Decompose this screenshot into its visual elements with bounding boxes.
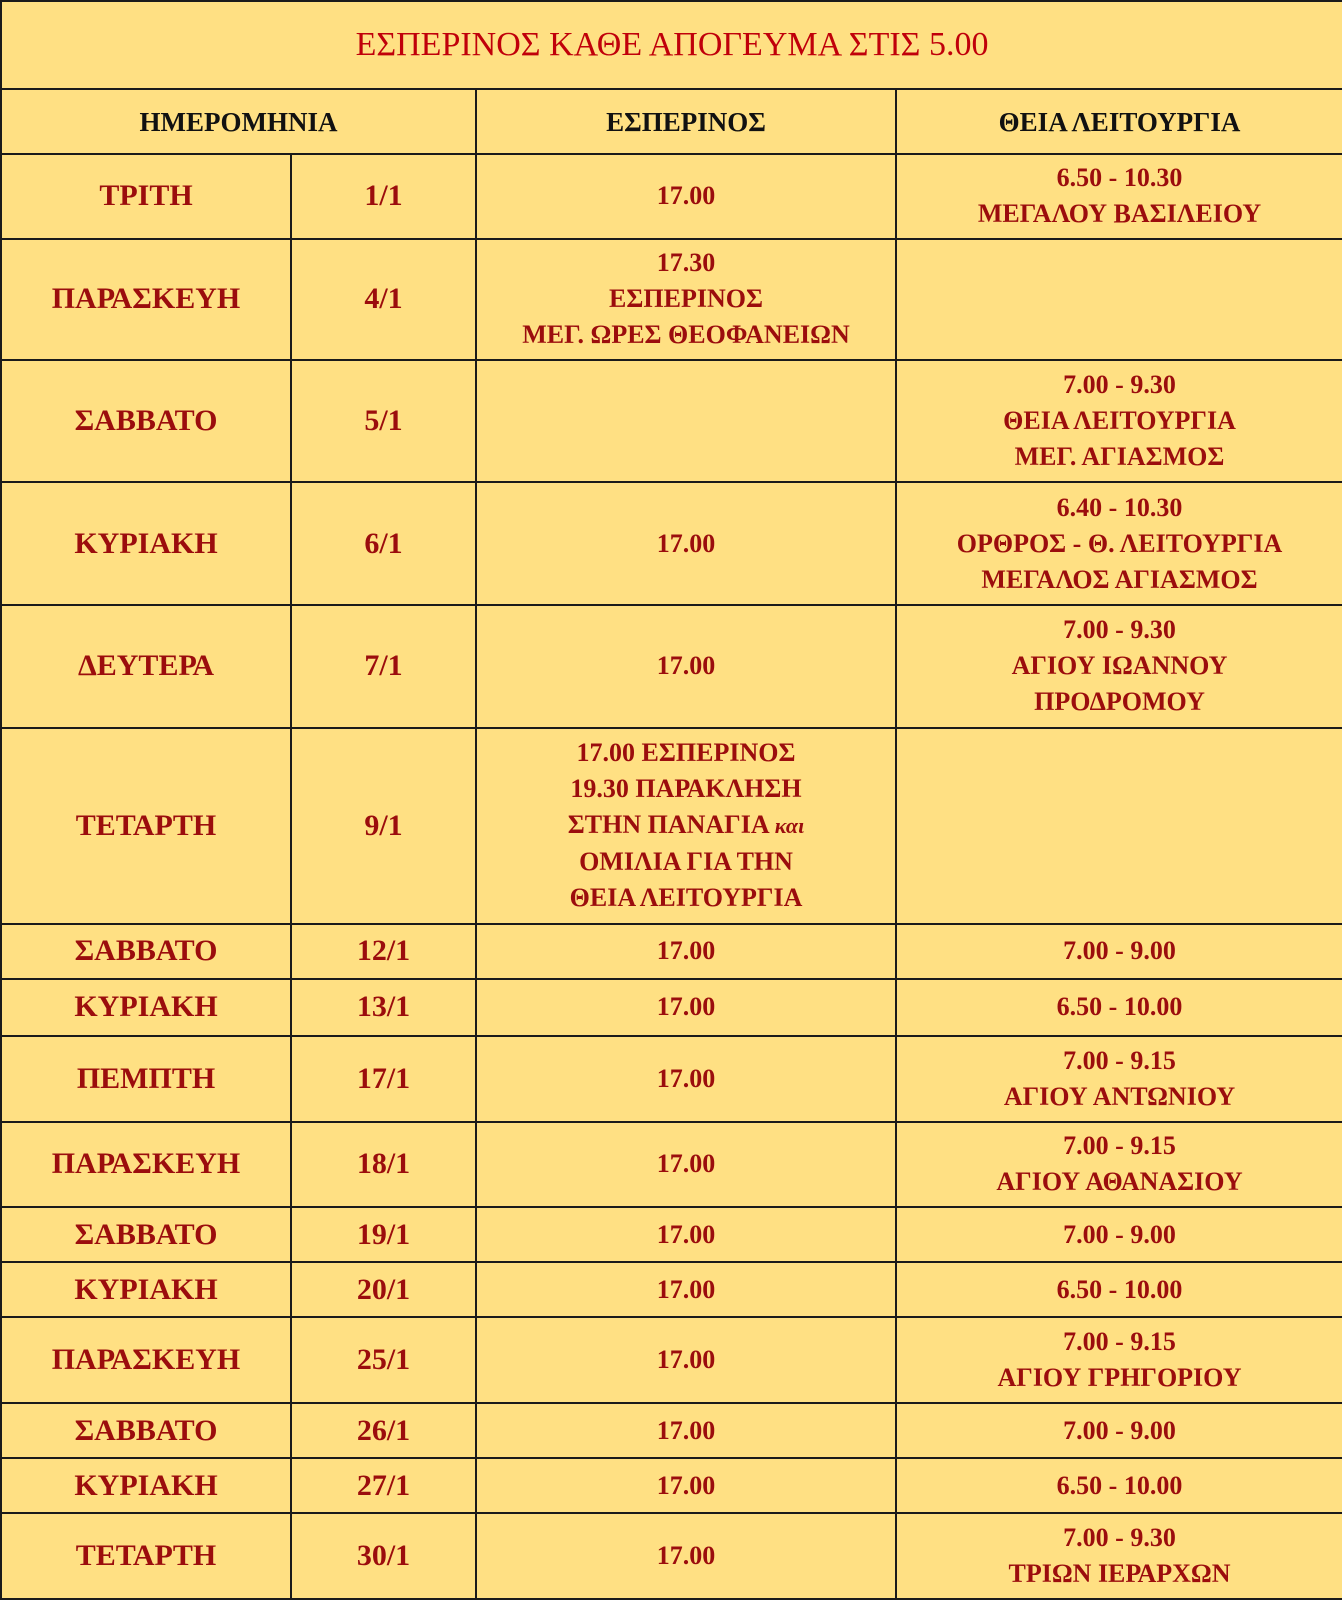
vespers-cell xyxy=(476,728,896,924)
liturgy-line: 7.00 - 9.00 xyxy=(1063,1415,1176,1445)
vespers-cell xyxy=(476,1403,896,1458)
date-cell: 4/1 xyxy=(291,239,476,360)
liturgy-line: 7.00 - 9.30 xyxy=(1063,615,1176,645)
liturgy-line: ΜΕΓΑΛΟΣ ΑΓΙΑΣΜΟΣ xyxy=(981,564,1258,594)
date-cell: 20/1 xyxy=(291,1262,476,1317)
day-cell: ΔΕΥΤΕΡΑ xyxy=(1,605,291,728)
schedule-row xyxy=(1,1317,1342,1402)
vespers-line-text: 17.30 xyxy=(656,248,716,278)
vespers-line-text: 19.30 ΠΑΡΑΚΛΗΣΗ xyxy=(570,774,802,804)
vespers-line-text: 17.00 xyxy=(656,1415,716,1445)
vespers-cell xyxy=(476,1036,896,1121)
liturgy-line: 7.00 - 9.30 xyxy=(1063,1523,1176,1553)
vespers-cell xyxy=(476,1262,896,1317)
vespers-line-text: ΘΕΙΑ ΛΕΙΤΟΥΡΓΙΑ xyxy=(569,883,803,913)
vespers-conjunction: και xyxy=(774,813,805,839)
date-cell: 27/1 xyxy=(291,1458,476,1513)
vespers-line xyxy=(481,1342,891,1378)
vespers-line xyxy=(481,178,891,214)
day-cell: ΠΑΡΑΣΚΕΥΗ xyxy=(1,1317,291,1402)
liturgy-line: ΑΓΙΟΥ ΙΩΑΝΝΟΥ xyxy=(1011,651,1228,681)
liturgy-cell xyxy=(896,1262,1342,1317)
vespers-cell xyxy=(476,154,896,239)
vespers-line-text: ΕΣΠΕΡΙΝΟΣ xyxy=(609,284,763,314)
schedule-row xyxy=(1,239,1342,360)
liturgy-line: 6.40 - 10.30 xyxy=(1056,492,1183,522)
liturgy-line: ΘΕΙΑ ΛΕΙΤΟΥΡΓΙΑ xyxy=(1003,406,1236,436)
vespers-line xyxy=(481,281,891,317)
schedule-row xyxy=(1,1458,1342,1513)
liturgy-line: ΜΕΓΑΛΟΥ ΒΑΣΙΛΕΙΟΥ xyxy=(977,199,1262,229)
vespers-line xyxy=(481,844,891,880)
vespers-cell xyxy=(476,239,896,360)
day-cell: ΚΥΡΙΑΚΗ xyxy=(1,1458,291,1513)
vespers-line-text: 17.00 xyxy=(656,1063,716,1093)
vespers-line xyxy=(481,735,891,771)
day-cell: ΠΕΜΠΤΗ xyxy=(1,1036,291,1121)
date-cell: 17/1 xyxy=(291,1036,476,1121)
liturgy-cell xyxy=(896,1458,1342,1513)
day-cell: ΣΑΒΒΑΤΟ xyxy=(1,360,291,483)
date-cell: 26/1 xyxy=(291,1403,476,1458)
date-cell: 18/1 xyxy=(291,1122,476,1207)
liturgy-line: 7.00 - 9.15 xyxy=(1063,1131,1176,1161)
vespers-cell xyxy=(476,1122,896,1207)
vespers-line xyxy=(481,245,891,281)
vespers-line xyxy=(481,526,891,562)
schedule-row xyxy=(1,1122,1342,1207)
liturgy-line: ΟΡΘΡΟΣ - Θ. ΛΕΙΤΟΥΡΓΙΑ xyxy=(956,528,1283,558)
vespers-line-text: 17.00 xyxy=(656,528,716,558)
vespers-line xyxy=(481,1146,891,1182)
day-cell: ΚΥΡΙΑΚΗ xyxy=(1,979,291,1036)
page-title: ΕΣΠΕΡΙΝΟΣ ΚΑΘΕ ΑΠΟΓΕΥΜΑ ΣΤΙΣ 5.00 xyxy=(1,1,1342,89)
vespers-cell xyxy=(476,979,896,1036)
day-cell: ΠΑΡΑΣΚΕΥΗ xyxy=(1,239,291,360)
vespers-line-text: 17.00 xyxy=(656,1149,716,1179)
schedule-row xyxy=(1,728,1342,924)
vespers-line xyxy=(481,1272,891,1308)
day-cell: ΣΑΒΒΑΤΟ xyxy=(1,1403,291,1458)
liturgy-line: 7.00 - 9.15 xyxy=(1063,1045,1176,1075)
vespers-line-text: 17.00 xyxy=(656,1274,716,1304)
vespers-line-text: 17.00 xyxy=(656,1345,716,1375)
liturgy-cell xyxy=(896,360,1342,483)
vespers-line xyxy=(481,933,891,969)
day-cell: ΣΑΒΒΑΤΟ xyxy=(1,924,291,979)
liturgy-line: ΑΓΙΟΥ ΓΡΗΓΟΡΙΟΥ xyxy=(997,1363,1242,1393)
column-header-liturgy: ΘΕΙΑ ΛΕΙΤΟΥΡΓΙΑ xyxy=(896,89,1342,153)
day-cell: ΠΑΡΑΣΚΕΥΗ xyxy=(1,1122,291,1207)
liturgy-line: 7.00 - 9.00 xyxy=(1063,1219,1176,1249)
day-cell: ΚΥΡΙΑΚΗ xyxy=(1,482,291,605)
schedule-row xyxy=(1,1036,1342,1121)
liturgy-line: 6.50 - 10.00 xyxy=(1056,1470,1183,1500)
liturgy-line: 7.00 - 9.30 xyxy=(1063,370,1176,400)
liturgy-cell xyxy=(896,154,1342,239)
vespers-line-text: 17.00 ΕΣΠΕΡΙΝΟΣ xyxy=(576,738,796,768)
vespers-line-text: ΟΜΙΛΙΑ ΓΙΑ ΤΗΝ xyxy=(579,847,793,877)
vespers-cell xyxy=(476,605,896,728)
vespers-line-text: 17.00 xyxy=(656,1541,716,1571)
vespers-line-text: 17.00 xyxy=(656,1219,716,1249)
day-cell: ΣΑΒΒΑΤΟ xyxy=(1,1207,291,1262)
vespers-line-text: 17.00 xyxy=(656,1470,716,1500)
schedule-row xyxy=(1,979,1342,1036)
liturgy-line: 7.00 - 9.00 xyxy=(1063,936,1176,966)
liturgy-cell xyxy=(896,239,1342,360)
vespers-line xyxy=(481,771,891,807)
liturgy-line: ΑΓΙΟΥ ΑΝΤΩΝΙΟΥ xyxy=(1003,1081,1236,1111)
vespers-line-text: ΜΕΓ. ΩΡΕΣ ΘΕΟΦΑΝΕΙΩΝ xyxy=(522,320,850,350)
schedule-row xyxy=(1,605,1342,728)
schedule-row xyxy=(1,924,1342,979)
day-cell: ΤΕΤΑΡΤΗ xyxy=(1,1513,291,1599)
vespers-line xyxy=(481,1468,891,1504)
schedule-row xyxy=(1,1403,1342,1458)
liturgy-line: 6.50 - 10.00 xyxy=(1056,1274,1183,1304)
liturgy-cell xyxy=(896,979,1342,1036)
liturgy-cell xyxy=(896,1207,1342,1262)
liturgy-cell xyxy=(896,1122,1342,1207)
liturgy-cell xyxy=(896,728,1342,924)
liturgy-line: ΠΡΟΔΡΟΜΟΥ xyxy=(1034,687,1205,717)
date-cell: 5/1 xyxy=(291,360,476,483)
day-cell: ΤΕΤΑΡΤΗ xyxy=(1,728,291,924)
liturgy-line: 6.50 - 10.00 xyxy=(1056,992,1183,1022)
date-cell: 30/1 xyxy=(291,1513,476,1599)
schedule-row xyxy=(1,360,1342,483)
schedule-row xyxy=(1,154,1342,239)
schedule-row xyxy=(1,1262,1342,1317)
vespers-line xyxy=(481,648,891,684)
vespers-line xyxy=(481,1061,891,1097)
title-row xyxy=(1,1,1342,89)
liturgy-cell xyxy=(896,1317,1342,1402)
schedule-row xyxy=(1,482,1342,605)
liturgy-cell xyxy=(896,605,1342,728)
vespers-cell xyxy=(476,1207,896,1262)
schedule-row xyxy=(1,1207,1342,1262)
vespers-cell xyxy=(476,924,896,979)
vespers-line xyxy=(481,317,891,353)
vespers-line xyxy=(481,989,891,1025)
vespers-line xyxy=(481,1413,891,1449)
liturgy-cell xyxy=(896,482,1342,605)
liturgy-cell xyxy=(896,1036,1342,1121)
vespers-cell xyxy=(476,1513,896,1599)
vespers-cell xyxy=(476,360,896,483)
date-cell: 19/1 xyxy=(291,1207,476,1262)
date-cell: 13/1 xyxy=(291,979,476,1036)
column-header-vespers: ΕΣΠΕΡΙΝΟΣ xyxy=(476,89,896,153)
column-header-date: ΗΜΕΡΟΜΗΝΙΑ xyxy=(1,89,476,153)
vespers-line xyxy=(481,807,891,844)
liturgy-cell xyxy=(896,924,1342,979)
vespers-cell xyxy=(476,1458,896,1513)
liturgy-line: 6.50 - 10.30 xyxy=(1056,163,1183,193)
day-cell: ΚΥΡΙΑΚΗ xyxy=(1,1262,291,1317)
vespers-cell xyxy=(476,482,896,605)
vespers-line-text: ΣΤΗΝ ΠΑΝΑΓΙΑ xyxy=(567,810,769,840)
date-cell: 12/1 xyxy=(291,924,476,979)
vespers-line-text: 17.00 xyxy=(656,992,716,1022)
liturgy-line: ΤΡΙΩΝ ΙΕΡΑΡΧΩΝ xyxy=(1008,1559,1231,1589)
liturgy-line: ΑΓΙΟΥ ΑΘΑΝΑΣΙΟΥ xyxy=(996,1167,1243,1197)
date-cell: 1/1 xyxy=(291,154,476,239)
schedule-row xyxy=(1,1513,1342,1599)
liturgy-line: 7.00 - 9.15 xyxy=(1063,1327,1176,1357)
date-cell: 25/1 xyxy=(291,1317,476,1402)
date-cell: 6/1 xyxy=(291,482,476,605)
vespers-line-text: 17.00 xyxy=(656,651,716,681)
date-cell: 9/1 xyxy=(291,728,476,924)
vespers-line xyxy=(481,1538,891,1574)
vespers-line xyxy=(481,880,891,916)
liturgy-cell xyxy=(896,1513,1342,1599)
vespers-line xyxy=(481,1217,891,1253)
liturgy-cell xyxy=(896,1403,1342,1458)
day-cell: ΤΡΙΤΗ xyxy=(1,154,291,239)
vespers-line-text: 17.00 xyxy=(656,936,716,966)
header-row xyxy=(1,89,1342,153)
liturgy-line: ΜΕΓ. ΑΓΙΑΣΜΟΣ xyxy=(1014,442,1225,472)
vespers-line-text: 17.00 xyxy=(656,181,716,211)
vespers-cell xyxy=(476,1317,896,1402)
date-cell: 7/1 xyxy=(291,605,476,728)
